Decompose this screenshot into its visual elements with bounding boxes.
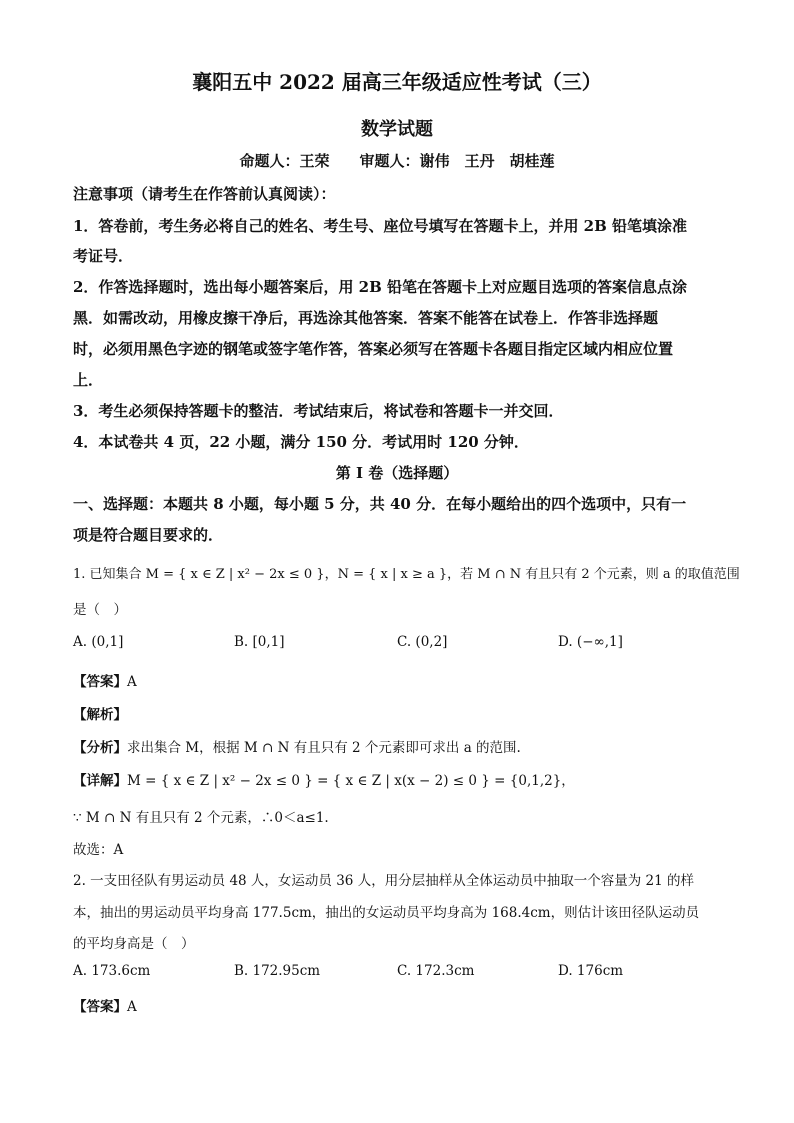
question-1-fenxi — [73, 736, 521, 756]
question-1-option-a: A. (0,1] — [73, 634, 124, 650]
answer-tag: 【答案】 — [73, 674, 127, 690]
notice-heading: 注意事项（请考生在作答前认真阅读）： — [73, 185, 336, 203]
notice-line: 2．作答选择题时，选出每小题答案后，用 2B 铅笔在答题卡上对应题目选项的答案信息点涂 — [73, 278, 688, 296]
question-1-option-c: C. (0,2] — [397, 634, 448, 650]
question-2-answer — [73, 995, 137, 1015]
analysis-tag: 【解析】 — [73, 707, 127, 723]
notice-line: 4．本试卷共 4 页，22 小题，满分 150 分．考试用时 120 分钟． — [73, 433, 529, 451]
exam-subject: 数学试题 — [361, 119, 433, 140]
notice-line: 黑．如需改动，用橡皮擦干净后，再选涂其他答案．答案不能答在试卷上．作答非选择题 — [73, 309, 659, 327]
question-1-stem: 1. 已知集合 M = { x ∈ Z | x² − 2x ≤ 0 }，N = { x | x ≥ a }，若 M ∩ N 有且只有 2 个元素，则 a 的取值范围 — [73, 567, 740, 582]
answer-tag: 【答案】 — [73, 999, 127, 1015]
question-1-option-d: D. (−∞,1] — [558, 634, 623, 650]
question-1-analysis — [73, 703, 127, 723]
question-2-stem: 2. 一支田径队有男运动员 48 人，女运动员 36 人，用分层抽样从全体运动员中抽取一个容量为 21 的样 — [73, 873, 694, 889]
question-1-stem-cont: 是（ ） — [73, 602, 127, 618]
notice-line: 1．答卷前，考生务必将自己的姓名、考生号、座位号填写在答题卡上，并用 2B 铅笔填涂准 — [73, 217, 688, 235]
notice-line: 考证号． — [73, 247, 134, 265]
notice-line: 时，必须用黑色字迹的钢笔或签字笔作答，答案必须写在答题卡各题目指定区域内相应位置 — [73, 340, 674, 358]
question-1-answer — [73, 670, 137, 690]
question-1-detail — [73, 769, 575, 789]
question-1-option-b: B. [0,1] — [234, 634, 285, 650]
question-2-option-a: A. 173.6cm — [73, 963, 151, 979]
question-2-stem-cont: 本，抽出的男运动员平均身高 177.5cm，抽出的女运动员平均身高为 168.4cm，则估计该田径队运动员 — [73, 905, 700, 921]
detail-text: M = { x ∈ Z | x² − 2x ≤ 0 } = { x ∈ Z | x(x − 2) ≤ 0 } = {0,1,2}， — [127, 773, 575, 789]
question-2-option-b: B. 172.95cm — [234, 963, 321, 979]
question-2-option-c: C. 172.3cm — [397, 963, 475, 979]
fenxi-text: 求出集合 M，根据 M ∩ N 有且只有 2 个元素即可求出 a 的范围. — [127, 740, 521, 756]
section-intro: 一、选择题：本题共 8 小题，每小题 5 分，共 40 分．在每小题给出的四个选项中，只有一 — [73, 495, 687, 513]
question-1-because: ∵ M ∩ N 有且只有 2 个元素，∴0＜a≤1. — [73, 810, 329, 826]
exam-authors: 命题人：王荣 审题人：谢伟 王丹 胡桂莲 — [239, 152, 555, 170]
question-2-stem-cont: 的平均身高是（ ） — [73, 936, 195, 952]
section-title: 第 I 卷（选择题） — [335, 464, 459, 482]
answer-value: A — [127, 999, 137, 1015]
question-1-choose: 故选：A — [73, 842, 124, 858]
section-intro: 项是符合题目要求的． — [73, 526, 224, 544]
notice-line: 上． — [73, 371, 104, 389]
question-2-option-d: D. 176cm — [558, 963, 624, 979]
detail-tag: 【详解】 — [73, 773, 127, 789]
notice-line: 3．考生必须保持答题卡的整洁．考试结束后，将试卷和答题卡一并交回． — [73, 402, 564, 420]
exam-title: 襄阳五中 2022 届高三年级适应性考试（三） — [192, 70, 602, 94]
fenxi-tag: 【分析】 — [73, 740, 127, 756]
answer-value: A — [127, 674, 137, 690]
